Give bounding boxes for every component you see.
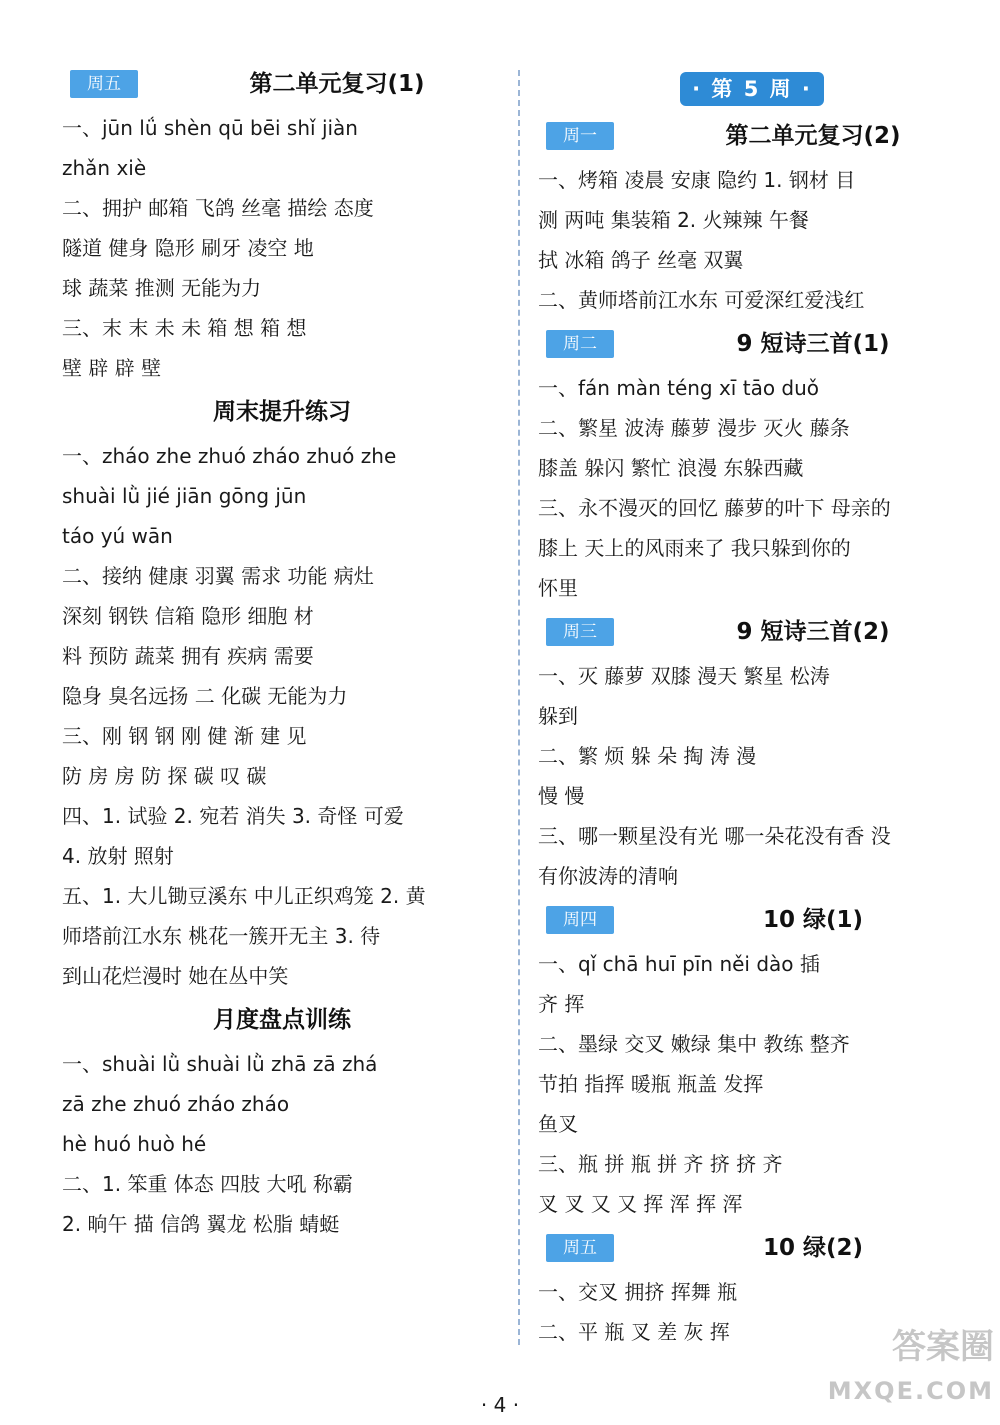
day-tag: 周五 bbox=[70, 70, 138, 98]
answer-line: 有你波涛的清响 bbox=[538, 864, 678, 888]
section-header bbox=[538, 320, 978, 368]
answer-line: 防 房 房 防 探 碳 叹 碳 bbox=[62, 764, 267, 788]
section-title: 10 绿(1) bbox=[762, 907, 864, 933]
column-divider bbox=[518, 70, 520, 1345]
answer-line: 三、刚 钢 钢 刚 健 渐 建 见 bbox=[62, 724, 307, 748]
answer-line: 料 预防 蔬菜 拥有 疾病 需要 bbox=[62, 644, 314, 668]
day-tag: 周四 bbox=[546, 906, 614, 934]
left-column bbox=[62, 60, 502, 1244]
answer-line: 二、平 瓶 叉 差 灰 挥 bbox=[538, 1320, 730, 1344]
answer-line: 球 蔬菜 推测 无能为力 bbox=[62, 276, 262, 300]
section-title: 第二单元复习(2) bbox=[725, 123, 901, 149]
answer-line: 一、交叉 拥挤 挥舞 瓶 bbox=[538, 1280, 738, 1304]
day-tag: 周一 bbox=[546, 122, 614, 150]
answer-line: 怀里 bbox=[538, 576, 578, 600]
answer-line: táo yú wān bbox=[62, 524, 173, 548]
answer-line: 一、shuài lǜ shuài lǜ zhā zā zhá bbox=[62, 1052, 378, 1076]
right-column bbox=[538, 112, 978, 1352]
answer-line: 四、1. 试验 2. 宛若 消失 3. 奇怪 可爱 bbox=[62, 804, 404, 828]
answer-line: 节拍 指挥 暖瓶 瓶盖 发挥 bbox=[538, 1072, 764, 1096]
watermark-line1: 答案圈 bbox=[892, 1327, 994, 1367]
answer-line: 一、jūn lǘ shèn qū bēi shǐ jiàn bbox=[62, 116, 358, 140]
day-tag: 周五 bbox=[546, 1234, 614, 1262]
answer-line: 躲到 bbox=[538, 704, 578, 728]
answer-line: 膝上 天上的风雨来了 我只躲到你的 bbox=[538, 536, 851, 560]
week-badge: · 第 5 周 · bbox=[680, 72, 824, 106]
answer-line: 测 两吨 集装箱 2. 火辣辣 午餐 bbox=[538, 208, 809, 232]
page-number: · 4 · bbox=[480, 1393, 520, 1417]
answer-line: 隐身 臭名远扬 二 化碳 无能为力 bbox=[62, 684, 348, 708]
answer-line: 二、墨绿 交叉 嫩绿 集中 教练 整齐 bbox=[538, 1032, 850, 1056]
answer-line: 一、灭 藤萝 双膝 漫天 繁星 松涛 bbox=[538, 664, 830, 688]
answer-line: 深刻 钢铁 信箱 隐形 细胞 材 bbox=[62, 604, 314, 628]
answer-line: 齐 挥 bbox=[538, 992, 585, 1016]
answer-line: 一、qǐ chā huī pīn něi dào 插 bbox=[538, 952, 820, 976]
answer-line: 慢 慢 bbox=[538, 784, 585, 808]
answer-line: 鱼叉 bbox=[538, 1112, 578, 1136]
answer-line: 三、永不漫灭的回忆 藤萝的叶下 母亲的 bbox=[538, 496, 891, 520]
section-title: 周末提升练习 bbox=[213, 399, 351, 425]
section-title: 第二单元复习(1) bbox=[249, 71, 425, 97]
answer-line: 隧道 健身 隐形 刷牙 凌空 地 bbox=[62, 236, 314, 260]
day-tag: 周二 bbox=[546, 330, 614, 358]
answer-line: 拭 冰箱 鸽子 丝毫 双翼 bbox=[538, 248, 744, 272]
answer-line: 二、黄师塔前江水东 可爱深红爱浅红 bbox=[538, 288, 865, 312]
section-header bbox=[62, 388, 502, 436]
answer-line: 膝盖 躲闪 繁忙 浪漫 东躲西藏 bbox=[538, 456, 804, 480]
answer-line: 三、末 末 未 未 箱 想 箱 想 bbox=[62, 316, 307, 340]
answer-line: 二、繁星 波涛 藤萝 漫步 灭火 藤条 bbox=[538, 416, 850, 440]
answer-line: 二、繁 烦 躲 朵 掏 涛 漫 bbox=[538, 744, 757, 768]
watermark-line2: MXQE.COM bbox=[827, 1377, 994, 1405]
answer-line: 三、瓶 拼 瓶 拼 齐 挤 挤 齐 bbox=[538, 1152, 783, 1176]
answer-line: zhǎn xiè bbox=[62, 156, 147, 180]
section-header bbox=[62, 996, 502, 1044]
answer-line: hè huó huò hé bbox=[62, 1132, 207, 1156]
answer-line: 师塔前江水东 桃花一簇开无主 3. 待 bbox=[62, 924, 381, 948]
answer-line: 三、哪一颗星没有光 哪一朵花没有香 没 bbox=[538, 824, 891, 848]
section-title: 月度盘点训练 bbox=[213, 1007, 351, 1033]
section-header bbox=[538, 1224, 978, 1272]
watermark bbox=[804, 1325, 994, 1415]
answer-line: 到山花烂漫时 她在丛中笑 bbox=[62, 964, 289, 988]
answer-line: 2. 晌午 描 信鸽 翼龙 松脂 蜻蜓 bbox=[62, 1212, 340, 1236]
answer-line: 一、fán màn téng xī tāo duǒ bbox=[538, 376, 820, 400]
section-header bbox=[538, 608, 978, 656]
answer-line: 五、1. 大儿锄豆溪东 中儿正织鸡笼 2. 黄 bbox=[62, 884, 426, 908]
section-title: 10 绿(2) bbox=[762, 1235, 864, 1261]
day-tag: 周三 bbox=[546, 618, 614, 646]
answer-line: 4. 放射 照射 bbox=[62, 844, 174, 868]
answer-line: 壁 辟 辟 壁 bbox=[62, 356, 162, 380]
section-header bbox=[62, 60, 502, 108]
section-header bbox=[538, 112, 978, 160]
answer-line: 二、拥护 邮箱 飞鸽 丝毫 描绘 态度 bbox=[62, 196, 374, 220]
answer-line: 一、zháo zhe zhuó zháo zhuó zhe bbox=[62, 444, 397, 468]
section-title: 9 短诗三首(2) bbox=[736, 619, 890, 645]
section-title: 9 短诗三首(1) bbox=[736, 331, 890, 357]
answer-line: 二、1. 笨重 体态 四肢 大吼 称霸 bbox=[62, 1172, 353, 1196]
answer-line: shuài lǜ jié jiān gōng jūn bbox=[62, 484, 307, 508]
section-header bbox=[538, 896, 978, 944]
answer-line: 一、烤箱 凌晨 安康 隐约 1. 钢材 目 bbox=[538, 168, 856, 192]
answer-line: zā zhe zhuó zháo zháo bbox=[62, 1092, 290, 1116]
answer-line: 叉 叉 又 又 挥 浑 挥 浑 bbox=[538, 1192, 743, 1216]
answer-line: 二、接纳 健康 羽翼 需求 功能 病灶 bbox=[62, 564, 374, 588]
